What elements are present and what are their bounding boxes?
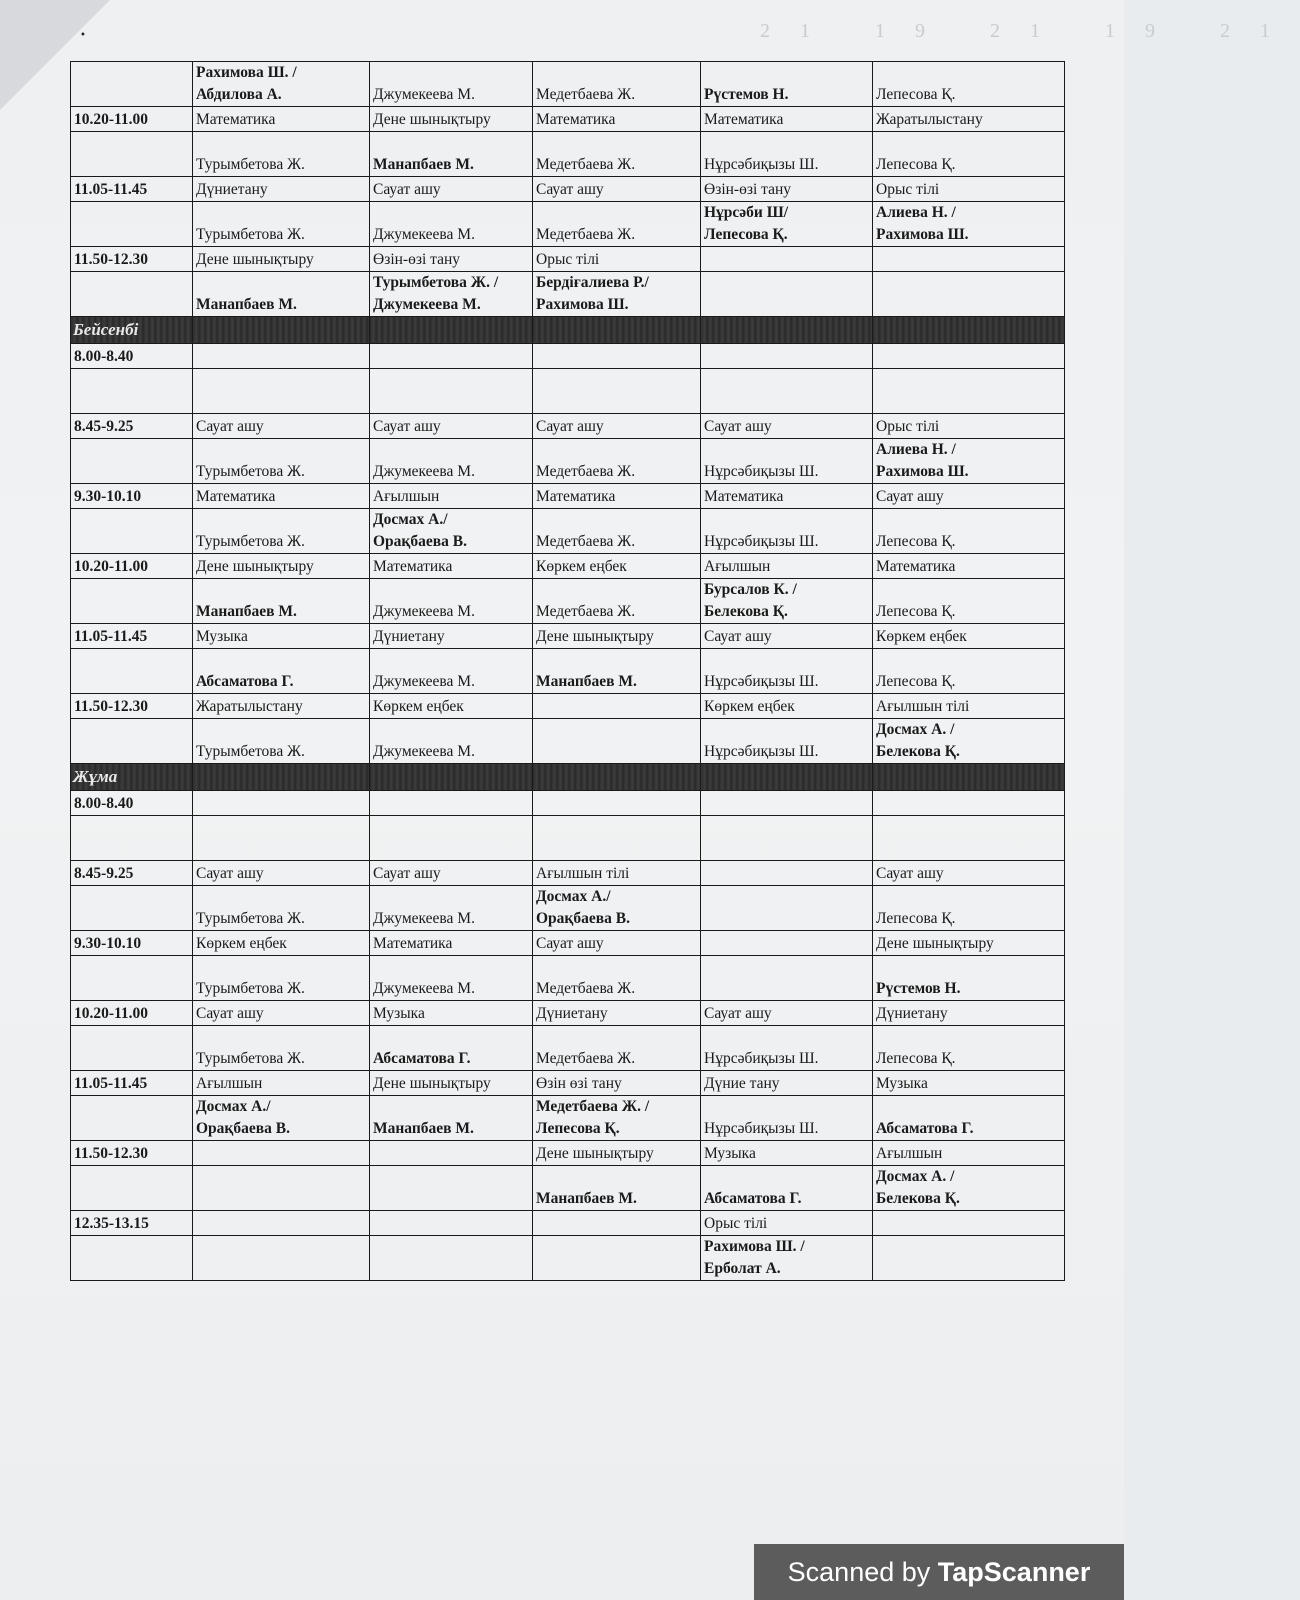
teacher-line: Джумекеева М. xyxy=(373,296,481,313)
table-cell: Математика xyxy=(533,107,701,132)
teacher-line: Орақбаева В. xyxy=(196,1120,290,1137)
table-cell xyxy=(193,764,370,791)
table-cell: Дене шынықтыру xyxy=(873,931,1065,956)
table-cell: Сауат ашу xyxy=(701,1001,873,1026)
table-cell xyxy=(193,317,370,344)
table-cell: Джумекеева М. xyxy=(370,956,533,1001)
table-cell: Сауат ашу xyxy=(701,414,873,439)
table-cell: Нұрсәбиқызы Ш. xyxy=(701,719,873,764)
table-cell: Абсаматова Г. xyxy=(701,1166,873,1211)
table-cell xyxy=(71,272,193,317)
table-cell xyxy=(873,816,1065,861)
table-cell xyxy=(533,344,701,369)
table-row xyxy=(71,509,1065,554)
table-cell: Математика xyxy=(873,554,1065,579)
table-cell: Медетбаева Ж. xyxy=(533,956,701,1001)
table-cell: Сауат ашу xyxy=(370,177,533,202)
table-cell: Музыка xyxy=(873,1071,1065,1096)
table-cell xyxy=(701,1236,873,1281)
table-cell: Медетбаева Ж. xyxy=(533,132,701,177)
table-cell: Дене шынықтыру xyxy=(533,624,701,649)
table-row xyxy=(71,624,1065,649)
table-row xyxy=(71,1211,1065,1236)
table-cell xyxy=(701,202,873,247)
table-cell: Лепесова Қ. xyxy=(873,649,1065,694)
table-row xyxy=(71,344,1065,369)
time-slot: 11.05-11.45 xyxy=(71,624,193,649)
table-cell: Лепесова Қ. xyxy=(873,579,1065,624)
teacher-line: Ерболат А. xyxy=(704,1260,781,1277)
table-cell xyxy=(533,1236,701,1281)
table-cell: Лепесова Қ. xyxy=(873,132,1065,177)
table-row xyxy=(71,107,1065,132)
table-cell xyxy=(370,369,533,414)
table-cell: Математика xyxy=(193,107,370,132)
table-cell xyxy=(533,317,701,344)
teacher-line: Орақбаева В. xyxy=(373,533,467,550)
table-cell xyxy=(71,816,193,861)
table-cell: Музыка xyxy=(370,1001,533,1026)
teacher-line: Белекова Қ. xyxy=(876,743,960,760)
table-cell xyxy=(533,791,701,816)
table-cell xyxy=(71,649,193,694)
teacher-line: Бурсалов К. / xyxy=(704,581,797,598)
table-cell xyxy=(873,719,1065,764)
table-row xyxy=(71,719,1065,764)
table-cell: Көркем еңбек xyxy=(873,624,1065,649)
table-cell xyxy=(701,344,873,369)
table-cell: Ағылшын тілі xyxy=(533,861,701,886)
table-cell xyxy=(873,247,1065,272)
teacher-line: Турымбетова Ж. / xyxy=(373,274,499,291)
table-cell: Орыс тілі xyxy=(701,1211,873,1236)
table-cell xyxy=(533,272,701,317)
day-label: Жұма xyxy=(73,767,118,786)
table-cell xyxy=(873,317,1065,344)
table-cell: Джумекеева М. xyxy=(370,439,533,484)
table-cell: Джумекеева М. xyxy=(370,886,533,931)
table-cell: Джумекеева М. xyxy=(370,202,533,247)
table-cell: Рүстемов Н. xyxy=(701,62,873,107)
table-cell: Нұрсәбиқызы Ш. xyxy=(701,1026,873,1071)
table-cell: Медетбаева Ж. xyxy=(533,579,701,624)
table-row xyxy=(71,1001,1065,1026)
table-cell: Медетбаева Ж. xyxy=(533,1026,701,1071)
table-row xyxy=(71,484,1065,509)
table-cell: Медетбаева Ж. xyxy=(533,62,701,107)
table-cell xyxy=(873,1211,1065,1236)
time-slot: 9.30-10.10 xyxy=(71,484,193,509)
teacher-line: Лепесова Қ. xyxy=(704,226,788,243)
table-row xyxy=(71,272,1065,317)
table-row xyxy=(71,369,1065,414)
teacher-line: Досмах А./ xyxy=(536,888,611,905)
table-cell xyxy=(873,344,1065,369)
teacher-line: Досмах А. / xyxy=(876,721,955,738)
table-cell xyxy=(370,1141,533,1166)
teacher-line: Рахимова Ш. xyxy=(876,226,969,243)
table-row xyxy=(71,861,1065,886)
table-row xyxy=(71,202,1065,247)
table-cell: Турымбетова Ж. xyxy=(193,509,370,554)
table-cell: Медетбаева Ж. xyxy=(533,439,701,484)
teacher-line: Рахимова Ш. / xyxy=(196,64,297,81)
time-slot: 11.50-12.30 xyxy=(71,1141,193,1166)
table-cell xyxy=(370,509,533,554)
table-cell: Дене шынықтыру xyxy=(193,247,370,272)
table-cell: Турымбетова Ж. xyxy=(193,956,370,1001)
table-cell: Лепесова Қ. xyxy=(873,1026,1065,1071)
table-cell: Музыка xyxy=(193,624,370,649)
table-cell xyxy=(701,886,873,931)
table-cell xyxy=(533,886,701,931)
table-row xyxy=(71,649,1065,694)
teacher-line: Досмах А. / xyxy=(876,1168,955,1185)
table-cell: Нұрсәбиқызы Ш. xyxy=(701,509,873,554)
table-cell: Турымбетова Ж. xyxy=(193,886,370,931)
table-cell xyxy=(370,344,533,369)
table-cell: Сауат ашу xyxy=(193,414,370,439)
teacher-line: Абдилова А. xyxy=(196,86,282,103)
time-slot: 8.00-8.40 xyxy=(71,791,193,816)
table-row xyxy=(71,886,1065,931)
table-cell: Математика xyxy=(533,484,701,509)
table-cell xyxy=(873,369,1065,414)
table-cell xyxy=(193,1166,370,1211)
table-cell xyxy=(71,886,193,931)
table-row xyxy=(71,1236,1065,1281)
time-slot: 8.45-9.25 xyxy=(71,414,193,439)
table-cell xyxy=(370,764,533,791)
table-cell xyxy=(533,694,701,719)
table-cell xyxy=(701,369,873,414)
table-cell: Медетбаева Ж. xyxy=(533,202,701,247)
teacher-line: Рахимова Ш. xyxy=(876,463,969,480)
table-row xyxy=(71,177,1065,202)
table-cell: Сауат ашу xyxy=(193,1001,370,1026)
table-row xyxy=(71,62,1065,107)
teacher-line: Досмах А./ xyxy=(196,1098,271,1115)
scanner-prefix: Scanned by xyxy=(787,1557,931,1587)
table-cell xyxy=(701,764,873,791)
table-cell xyxy=(193,1211,370,1236)
table-cell xyxy=(370,272,533,317)
table-cell xyxy=(873,272,1065,317)
table-cell xyxy=(71,1026,193,1071)
table-cell xyxy=(533,1096,701,1141)
teacher-line: Белекова Қ. xyxy=(704,603,788,620)
table-cell xyxy=(370,816,533,861)
table-cell: Сауат ашу xyxy=(701,624,873,649)
table-cell xyxy=(193,791,370,816)
table-cell xyxy=(193,1236,370,1281)
teacher-line: Медетбаева Ж. / xyxy=(536,1098,650,1115)
table-cell: Дүние тану xyxy=(701,1071,873,1096)
table-cell: Абсаматова Г. xyxy=(193,649,370,694)
table-cell: Ағылшын xyxy=(701,554,873,579)
table-row xyxy=(71,1166,1065,1211)
table-cell xyxy=(193,62,370,107)
day-header-friday xyxy=(71,764,1065,791)
table-cell xyxy=(873,439,1065,484)
table-row xyxy=(71,956,1065,1001)
table-cell xyxy=(71,509,193,554)
scanner-brand: TapScanner xyxy=(937,1557,1091,1587)
table-cell: Нұрсәбиқызы Ш. xyxy=(701,132,873,177)
table-cell: Көркем еңбек xyxy=(370,694,533,719)
table-cell: Сауат ашу xyxy=(193,861,370,886)
table-cell: Ағылшын xyxy=(873,1141,1065,1166)
table-cell xyxy=(533,1211,701,1236)
table-cell xyxy=(71,956,193,1001)
table-cell xyxy=(533,764,701,791)
table-cell xyxy=(370,791,533,816)
scanner-credit-badge xyxy=(754,1544,1124,1600)
table-cell: Өзін-өзі тану xyxy=(701,177,873,202)
table-cell xyxy=(71,132,193,177)
table-cell xyxy=(873,791,1065,816)
time-slot: 11.05-11.45 xyxy=(71,177,193,202)
table-cell: Жаратылыстану xyxy=(193,694,370,719)
table-cell: Дүниетану xyxy=(193,177,370,202)
table-cell: Сауат ашу xyxy=(873,861,1065,886)
time-slot: 11.05-11.45 xyxy=(71,1071,193,1096)
table-cell xyxy=(193,369,370,414)
table-cell xyxy=(701,931,873,956)
table-cell xyxy=(701,791,873,816)
table-cell: Музыка xyxy=(701,1141,873,1166)
table-cell: Сауат ашу xyxy=(370,414,533,439)
table-cell: Көркем еңбек xyxy=(701,694,873,719)
table-cell xyxy=(370,1211,533,1236)
table-row xyxy=(71,1026,1065,1071)
teacher-line: Нұрсәби Ш/ xyxy=(704,204,789,221)
table-cell xyxy=(533,816,701,861)
teacher-line: Рахимова Ш. / xyxy=(704,1238,805,1255)
table-cell: Медетбаева Ж. xyxy=(533,509,701,554)
table-cell xyxy=(193,816,370,861)
day-header-thursday xyxy=(71,317,1065,344)
table-cell: Манапбаев М. xyxy=(533,649,701,694)
table-cell: Математика xyxy=(370,554,533,579)
table-cell: Сауат ашу xyxy=(533,931,701,956)
teacher-line: Лепесова Қ. xyxy=(536,1120,620,1137)
table-cell: Лепесова Қ. xyxy=(873,886,1065,931)
table-cell: Рүстемов Н. xyxy=(873,956,1065,1001)
time-slot: 10.20-11.00 xyxy=(71,107,193,132)
table-cell xyxy=(873,764,1065,791)
table-cell: Дүниетану xyxy=(370,624,533,649)
table-cell: Лепесова Қ. xyxy=(873,509,1065,554)
teacher-line: Досмах А./ xyxy=(373,511,448,528)
margin-mark: • xyxy=(80,30,86,41)
table-row xyxy=(71,1071,1065,1096)
day-label: Бейсенбі xyxy=(73,320,139,339)
table-cell: Манапбаев М. xyxy=(533,1166,701,1211)
table-cell: Сауат ашу xyxy=(370,861,533,886)
table-cell xyxy=(701,956,873,1001)
table-cell: Көркем еңбек xyxy=(533,554,701,579)
table-row xyxy=(71,414,1065,439)
table-cell: Орыс тілі xyxy=(533,247,701,272)
table-cell xyxy=(71,62,193,107)
table-row xyxy=(71,132,1065,177)
table-cell: Лепесова Қ. xyxy=(873,62,1065,107)
table-cell: Дене шынықтыру xyxy=(193,554,370,579)
table-row xyxy=(71,816,1065,861)
table-cell: Математика xyxy=(701,484,873,509)
table-cell xyxy=(701,317,873,344)
teacher-line: Орақбаева В. xyxy=(536,910,630,927)
table-cell: Манапбаев М. xyxy=(370,1096,533,1141)
table-row xyxy=(71,439,1065,484)
time-slot: 12.35-13.15 xyxy=(71,1211,193,1236)
table-cell: Көркем еңбек xyxy=(193,931,370,956)
table-cell: Өзін-өзі тану xyxy=(370,247,533,272)
table-cell: Сауат ашу xyxy=(873,484,1065,509)
table-cell: Математика xyxy=(701,107,873,132)
time-slot: 9.30-10.10 xyxy=(71,931,193,956)
table-cell xyxy=(533,719,701,764)
table-cell xyxy=(873,1236,1065,1281)
table-cell xyxy=(71,1166,193,1211)
table-cell: Жаратылыстану xyxy=(873,107,1065,132)
table-cell: Математика xyxy=(370,931,533,956)
teacher-line: Бердіғалиева Р./ xyxy=(536,274,649,291)
table-cell: Джумекеева М. xyxy=(370,649,533,694)
table-cell: Дене шынықтыру xyxy=(533,1141,701,1166)
table-cell xyxy=(701,579,873,624)
table-cell: Нұрсәбиқызы Ш. xyxy=(701,649,873,694)
table-cell xyxy=(701,816,873,861)
table-cell xyxy=(701,247,873,272)
table-cell xyxy=(193,344,370,369)
table-cell: Манапбаев М. xyxy=(193,579,370,624)
table-cell: Манапбаев М. xyxy=(370,132,533,177)
table-cell: Нұрсәбиқызы Ш. xyxy=(701,1096,873,1141)
table-cell xyxy=(873,202,1065,247)
table-cell xyxy=(873,1166,1065,1211)
timetable xyxy=(70,61,1065,1281)
table-row xyxy=(71,791,1065,816)
day-label-cell xyxy=(71,764,193,791)
table-cell xyxy=(193,1096,370,1141)
table-cell: Абсаматова Г. xyxy=(873,1096,1065,1141)
teacher-line: Рахимова Ш. xyxy=(536,296,629,313)
table-cell xyxy=(370,1236,533,1281)
table-cell: Турымбетова Ж. xyxy=(193,132,370,177)
table-cell xyxy=(71,579,193,624)
table-cell: Дүниетану xyxy=(533,1001,701,1026)
table-cell: Ағылшын тілі xyxy=(873,694,1065,719)
teacher-line: Белекова Қ. xyxy=(876,1190,960,1207)
table-cell: Джумекеева М. xyxy=(370,62,533,107)
time-slot: 10.20-11.00 xyxy=(71,1001,193,1026)
table-cell: Нұрсәбиқызы Ш. xyxy=(701,439,873,484)
table-cell xyxy=(71,439,193,484)
table-cell xyxy=(701,861,873,886)
table-cell: Турымбетова Ж. xyxy=(193,1026,370,1071)
table-cell: Математика xyxy=(193,484,370,509)
table-cell: Джумекеева М. xyxy=(370,579,533,624)
teacher-line: Алиева Н. / xyxy=(876,204,956,221)
table-cell xyxy=(71,719,193,764)
table-cell: Абсаматова Г. xyxy=(370,1026,533,1071)
time-slot: 11.50-12.30 xyxy=(71,247,193,272)
day-label-cell xyxy=(71,317,193,344)
table-cell: Сауат ашу xyxy=(533,414,701,439)
table-row xyxy=(71,554,1065,579)
table-cell: Сауат ашу xyxy=(533,177,701,202)
table-cell xyxy=(71,1236,193,1281)
table-cell: Турымбетова Ж. xyxy=(193,439,370,484)
table-row xyxy=(71,1096,1065,1141)
table-row xyxy=(71,579,1065,624)
time-slot: 11.50-12.30 xyxy=(71,694,193,719)
table-cell: Ағылшын xyxy=(193,1071,370,1096)
table-cell: Ағылшын xyxy=(370,484,533,509)
table-cell: Өзін өзі тану xyxy=(533,1071,701,1096)
time-slot: 8.00-8.40 xyxy=(71,344,193,369)
table-row xyxy=(71,931,1065,956)
table-cell: Манапбаев М. xyxy=(193,272,370,317)
table-row xyxy=(71,247,1065,272)
table-cell: Турымбетова Ж. xyxy=(193,202,370,247)
table-cell xyxy=(193,1141,370,1166)
table-cell xyxy=(71,369,193,414)
table-cell xyxy=(701,272,873,317)
table-cell xyxy=(370,1166,533,1211)
teacher-line: Алиева Н. / xyxy=(876,441,956,458)
table-cell: Дүниетану xyxy=(873,1001,1065,1026)
table-cell xyxy=(71,202,193,247)
faint-header-marks: 21 19 21 19 21 xyxy=(760,20,1300,42)
table-cell: Орыс тілі xyxy=(873,177,1065,202)
time-slot: 8.45-9.25 xyxy=(71,861,193,886)
table-cell xyxy=(71,1096,193,1141)
table-cell xyxy=(533,369,701,414)
time-slot: 10.20-11.00 xyxy=(71,554,193,579)
table-cell: Джумекеева М. xyxy=(370,719,533,764)
table-cell: Орыс тілі xyxy=(873,414,1065,439)
table-cell: Дене шынықтыру xyxy=(370,107,533,132)
table-row xyxy=(71,694,1065,719)
table-cell: Турымбетова Ж. xyxy=(193,719,370,764)
table-cell: Дене шынықтыру xyxy=(370,1071,533,1096)
table-row xyxy=(71,1141,1065,1166)
table-cell xyxy=(370,317,533,344)
